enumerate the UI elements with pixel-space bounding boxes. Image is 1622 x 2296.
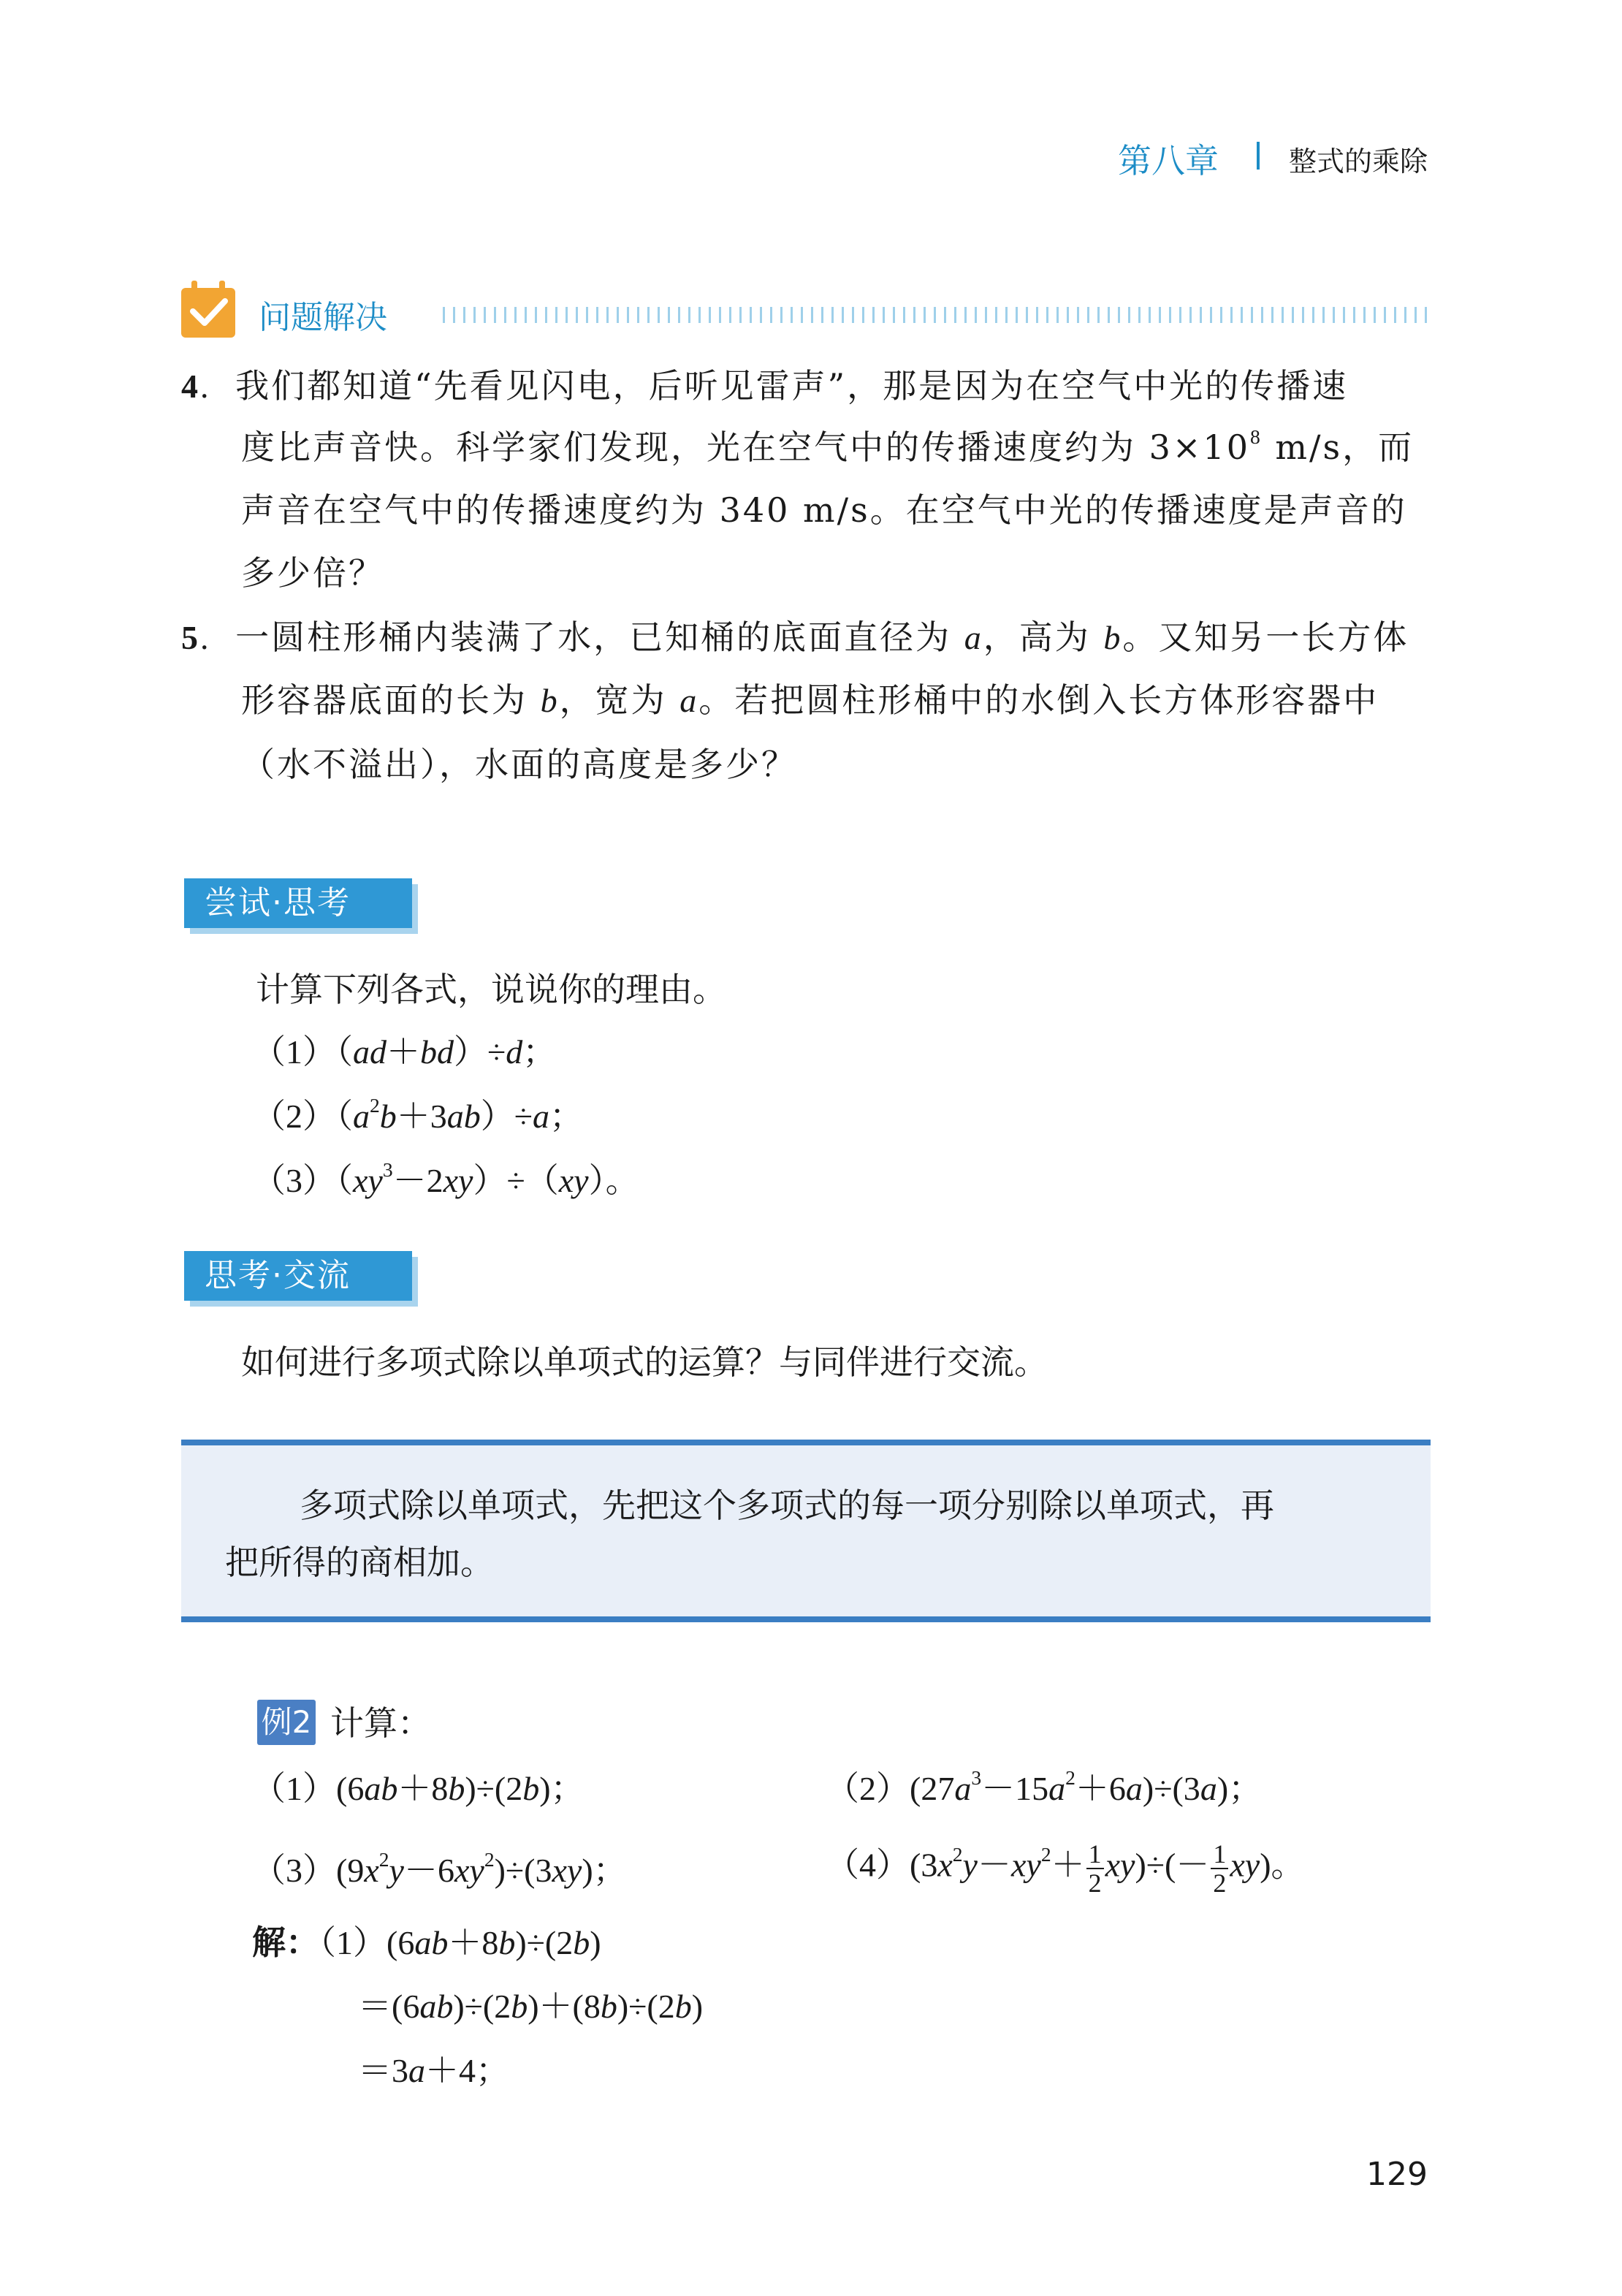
example-badge: 例2 (257, 1700, 316, 1745)
question-text: 。又知另一长方体 (1122, 617, 1409, 657)
question-4-line-4: 多少倍？ (241, 553, 384, 593)
question-text: 一圆柱形桶内装满了水，已知桶的底面直径为 (235, 617, 964, 657)
example-problem-2: $(2)(27a^3-15a^2+6a)\div(3a)$； (826, 1766, 1263, 1807)
rule-text-line-1: 多项式除以单项式，先把这个多项式的每一项分别除以单项式，再 (300, 1486, 1274, 1525)
chapter-label: 第八章 (1118, 141, 1219, 180)
question-text: 度比声音快。科学家们发现，光在空气中的传播速度约为 3×10 (241, 427, 1250, 467)
try-think-prompt: 计算下列各式，说说你的理由。 (256, 970, 726, 1009)
chapter-title: 整式的乘除 (1289, 145, 1428, 178)
question-4-line-1: 4. 我们都知道“先看见闪电，后听见雷声”，那是因为在空气中光的传播速 (181, 366, 1349, 406)
fraction-one-half: $\frac{1}{2}$ (1211, 1840, 1228, 1897)
example-label: 计算： (330, 1703, 431, 1743)
example-problem-4: $(4)(3x^2y-xy^2+$ $\frac{1}{2}$ xy)÷(－ $\frac{1}{2}$ xy)。 (826, 1839, 1305, 1898)
try-think-item-2: $(2)(a^2b+3ab)\div a$； (252, 1094, 584, 1135)
question-5-line-3: （水不溢出），水面的高度是多少？ (241, 745, 797, 784)
try-think-item-3: $(3)(xy^3-2xy)\div(xy)$。 (252, 1158, 639, 1199)
tag-label: 思考·交流 (184, 1251, 412, 1301)
example-problem-3: $(3)(9x^2y-6xy^2)\div(3xy)$； (252, 1848, 627, 1889)
question-number: 4 (181, 368, 200, 405)
section-divider-dots (443, 307, 1429, 323)
question-text: 。若把圆柱形桶中的水倒入长方体形容器中 (698, 680, 1379, 720)
exponent: 8 (1249, 425, 1263, 449)
variable: a (679, 682, 699, 719)
tag-think-exchange (184, 1251, 418, 1307)
section-title-problem-solving: 问题解决 (259, 299, 387, 336)
fraction-one-half: $\frac{1}{2}$ (1086, 1840, 1104, 1897)
question-5-line-1: 5. 一圆柱形桶内装满了水，已知桶的底面直径为 a，高为 b。又知另一长方体 (181, 617, 1409, 657)
rule-text-line-2: 把所得的商相加。 (225, 1543, 494, 1582)
question-text: 我们都知道“先看见闪电，后听见雷声”，那是因为在空气中光的传播速 (235, 366, 1349, 406)
tag-label: 尝试·思考 (184, 878, 412, 928)
think-exchange-prompt: 如何进行多项式除以单项式的运算？与同伴进行交流。 (241, 1342, 1048, 1382)
variable: b (540, 682, 560, 719)
question-text: 形容器底面的长为 (241, 680, 541, 720)
question-5-line-2 (241, 678, 1379, 723)
page-number: 129 (1366, 2156, 1428, 2193)
variable: a (964, 619, 983, 656)
question-4-line-2 (241, 425, 1414, 474)
variable: b (1103, 619, 1123, 656)
example-problem-1: （1）(6ab＋8b)÷(2b)； (252, 1770, 585, 1807)
solution-line-3: ＝3a＋4； (358, 2052, 509, 2089)
question-text: m/s，而 (1262, 427, 1415, 467)
solution-label: 解： (252, 1923, 319, 1962)
question-number: 5 (181, 619, 200, 656)
calendar-check-icon (181, 281, 235, 338)
rule-box (181, 1440, 1431, 1622)
tag-try-think (184, 878, 418, 934)
question-text: ，宽为 (559, 680, 680, 720)
question-4-line-3: 声音在空气中的传播速度约为 340 m/s。在空气中光的传播速度是声音的 (241, 490, 1407, 530)
header-divider (1257, 142, 1260, 170)
solution-line-2: ＝(6ab)÷(2b)＋(8b)÷(2b) (358, 1988, 704, 2025)
try-think-item-1: （1）（ad＋bd）÷d； (252, 1033, 557, 1071)
solution-line-1: 解：（1）(6ab＋8b)÷(2b) (252, 1923, 601, 1962)
question-text: ，高为 (983, 617, 1104, 657)
